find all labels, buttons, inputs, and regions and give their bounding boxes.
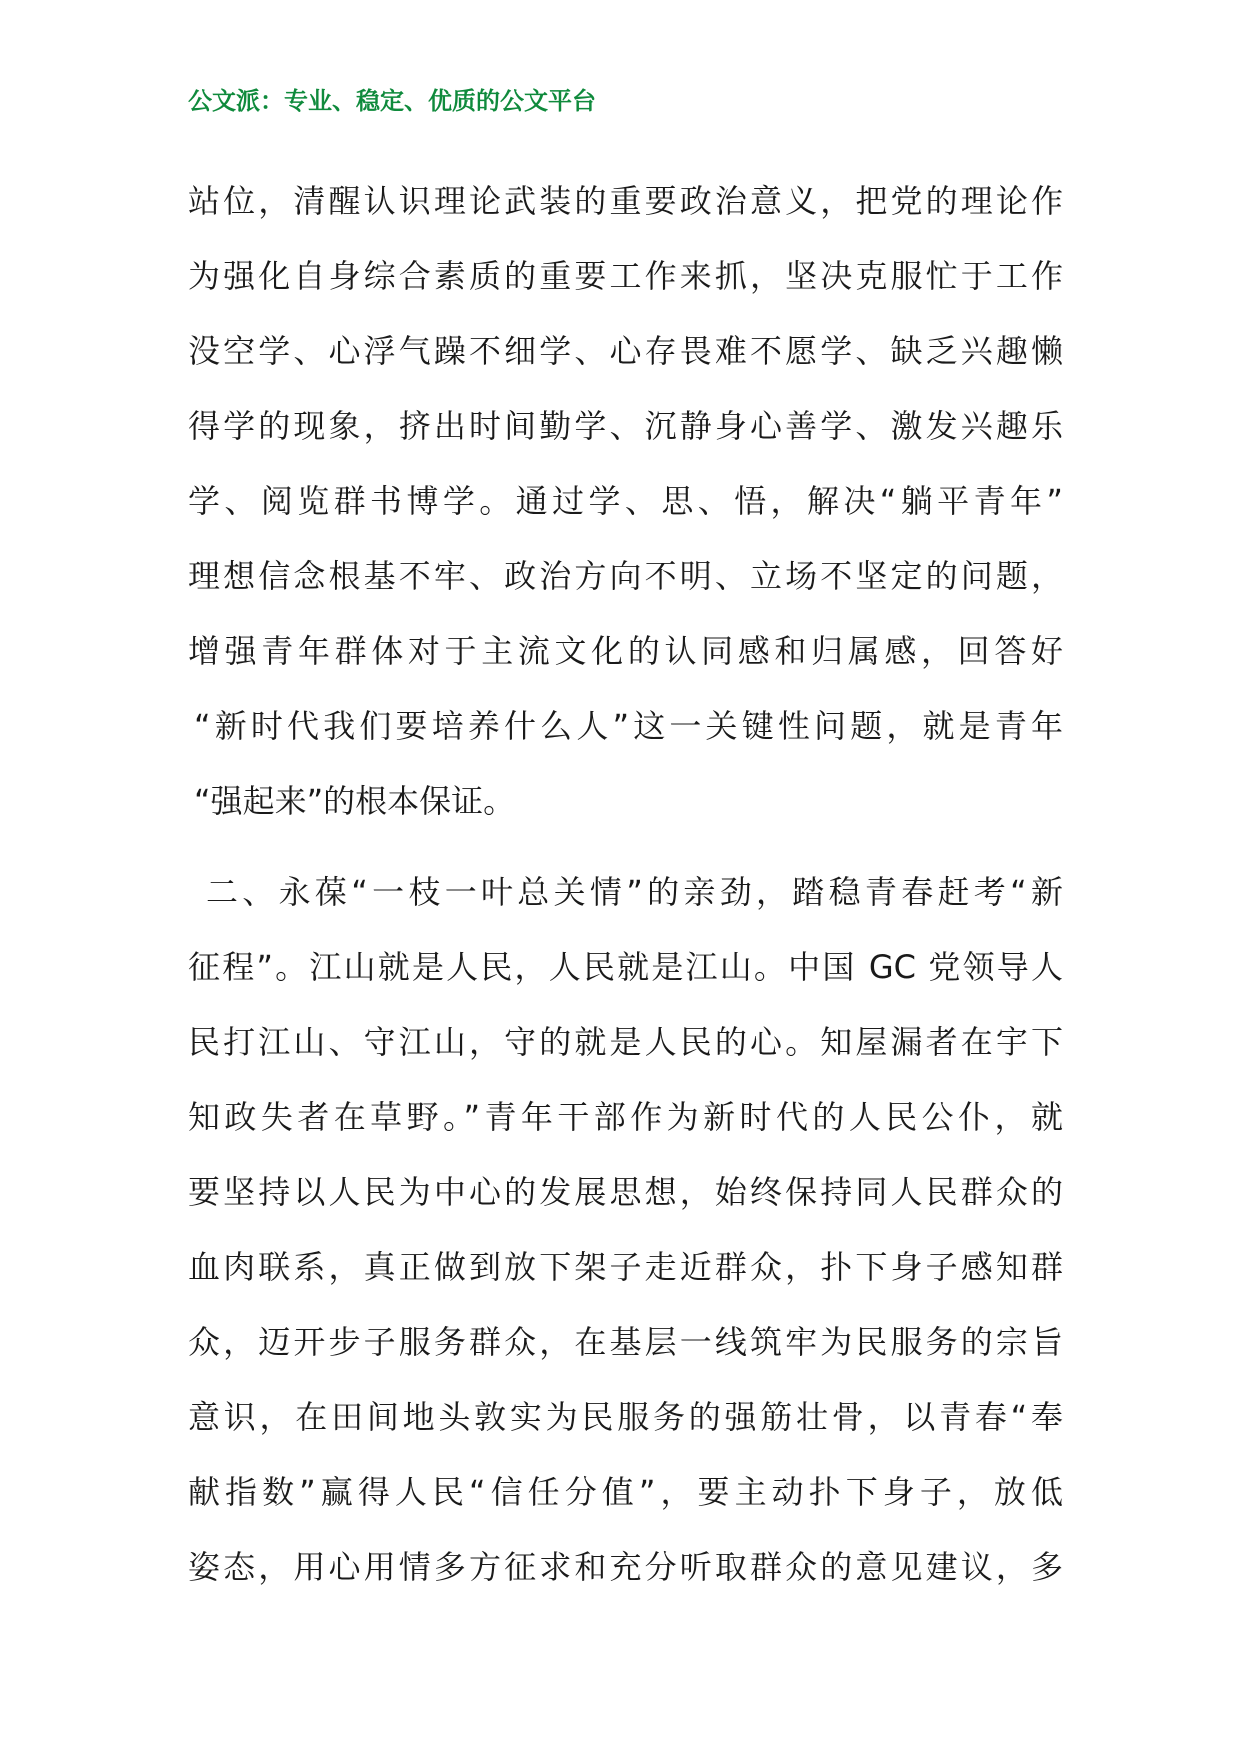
- text-line: 二、永葆“一枝一叶总关情”的亲劲，踏稳青春赶考“新: [206, 873, 1063, 911]
- text-line: 知政失者在草野。”青年干部作为新时代的人民公仆，就: [188, 1098, 1063, 1136]
- text-line: 姿态，用心用情多方征求和充分听取群众的意见建议，多: [188, 1548, 1063, 1586]
- text-line: 没空学、心浮气躁不细学、心存畏难不愿学、缺乏兴趣懒: [188, 332, 1063, 370]
- text-line: 理想信念根基不牢、政治方向不明、立场不坚定的问题，: [188, 557, 1063, 595]
- document-body: [188, 164, 1063, 1605]
- text-line: 献指数”赢得人民“信任分值”，要主动扑下身子，放低: [188, 1473, 1063, 1511]
- text-line: 为强化自身综合素质的重要工作来抓，坚决克服忙于工作: [188, 257, 1063, 295]
- text-line: 学、阅览群书博学。通过学、思、悟，解决“躺平青年”: [188, 482, 1063, 520]
- text-line: 站位，清醒认识理论武装的重要政治意义，把党的理论作: [188, 182, 1063, 220]
- page-header: 公文派：专业、稳定、优质的公文平台: [188, 87, 596, 115]
- text-line: 征程”。江山就是人民，人民就是江山。中国 GC 党领导人: [188, 948, 1063, 986]
- text-line: 众，迈开步子服务群众，在基层一线筑牢为民服务的宗旨: [188, 1323, 1063, 1361]
- paragraph-spacer: [188, 839, 1063, 855]
- text-line: 民打江山、守江山，守的就是人民的心。知屋漏者在宇下: [188, 1023, 1063, 1061]
- text-line: “新时代我们要培养什么人”这一关键性问题，就是青年: [194, 707, 1063, 745]
- text-line: 要坚持以人民为中心的发展思想，始终保持同人民群众的: [188, 1173, 1063, 1211]
- text-line: 增强青年群体对于主流文化的认同感和归属感，回答好: [188, 632, 1063, 670]
- text-line: “强起来”的根本保证。: [194, 782, 516, 820]
- text-line: 血肉联系，真正做到放下架子走近群众，扑下身子感知群: [188, 1248, 1063, 1286]
- text-line: 得学的现象，挤出时间勤学、沉静身心善学、激发兴趣乐: [188, 407, 1063, 445]
- paragraph-2: [188, 855, 1063, 1605]
- text-line: 意识，在田间地头敦实为民服务的强筋壮骨，以青春“奉: [188, 1398, 1063, 1436]
- paragraph-1: [188, 164, 1063, 839]
